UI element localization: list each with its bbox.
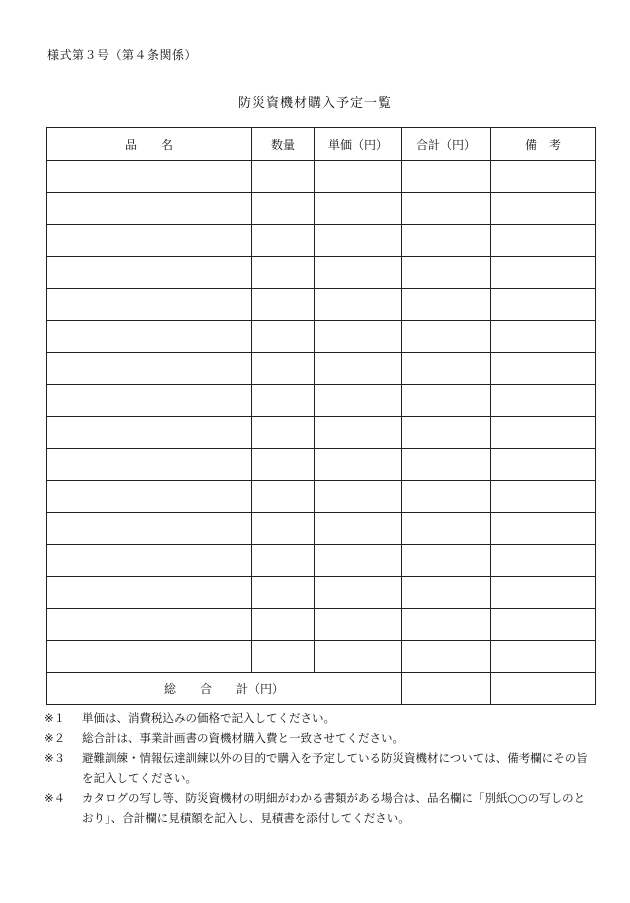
table-row [47, 609, 596, 641]
header-item-name: 品 名 [47, 128, 252, 161]
subtotal-cell[interactable] [402, 577, 491, 609]
remarks-cell[interactable] [491, 417, 596, 449]
subtotal-cell[interactable] [402, 385, 491, 417]
quantity-cell[interactable] [252, 161, 315, 193]
grand-total-remarks-cell[interactable] [491, 673, 596, 705]
note-text: 総合計は、事業計画書の資機材購入費と一致させてください。 [82, 731, 404, 745]
purchase-plan-table [46, 127, 596, 705]
quantity-cell[interactable] [252, 449, 315, 481]
subtotal-cell[interactable] [402, 289, 491, 321]
remarks-cell[interactable] [491, 193, 596, 225]
subtotal-cell[interactable] [402, 609, 491, 641]
subtotal-cell[interactable] [402, 257, 491, 289]
unit-price-cell[interactable] [315, 577, 402, 609]
table-row [47, 321, 596, 353]
item-name-cell[interactable] [47, 225, 252, 257]
table-row [47, 225, 596, 257]
remarks-cell[interactable] [491, 289, 596, 321]
unit-price-cell[interactable] [315, 513, 402, 545]
subtotal-cell[interactable] [402, 641, 491, 673]
document-title: 防災資機材購入予定一覧 [237, 96, 392, 111]
note-mark: ※１ [44, 711, 66, 725]
unit-price-cell[interactable] [315, 289, 402, 321]
quantity-cell[interactable] [252, 513, 315, 545]
item-name-cell[interactable] [47, 193, 252, 225]
table-row [47, 577, 596, 609]
form-number: 様式第３号（第４条関係） [47, 48, 198, 62]
subtotal-cell[interactable] [402, 481, 491, 513]
note-text: 単価は、消費税込みの価格で記入してください。 [82, 711, 335, 725]
grand-total-row [47, 673, 596, 705]
table-row [47, 641, 596, 673]
quantity-cell[interactable] [252, 577, 315, 609]
unit-price-cell[interactable] [315, 481, 402, 513]
subtotal-cell[interactable] [402, 545, 491, 577]
header-remarks: 備 考 [491, 128, 596, 161]
table-header-row [47, 128, 596, 161]
remarks-cell[interactable] [491, 449, 596, 481]
remarks-cell[interactable] [491, 385, 596, 417]
item-name-cell[interactable] [47, 161, 252, 193]
notes-section [44, 708, 594, 828]
subtotal-cell[interactable] [402, 513, 491, 545]
grand-total-label: 総 合 計（円） [47, 673, 402, 705]
note-3 [44, 748, 594, 788]
item-name-cell[interactable] [47, 449, 252, 481]
item-name-cell[interactable] [47, 353, 252, 385]
subtotal-cell[interactable] [402, 449, 491, 481]
table-row [47, 417, 596, 449]
quantity-cell[interactable] [252, 385, 315, 417]
quantity-cell[interactable] [252, 353, 315, 385]
note-mark: ※４ [44, 791, 66, 805]
table-row [47, 385, 596, 417]
header-quantity: 数量 [252, 128, 315, 161]
remarks-cell[interactable] [491, 545, 596, 577]
table-row [47, 193, 596, 225]
quantity-cell[interactable] [252, 321, 315, 353]
table-body [47, 161, 596, 673]
item-name-cell[interactable] [47, 321, 252, 353]
note-text: 避難訓練・情報伝達訓練以外の目的で購入を予定している防災資機材については、備考欄にその旨を記入してください。 [82, 751, 588, 785]
header-unit-price: 単価（円） [315, 128, 402, 161]
item-name-cell[interactable] [47, 481, 252, 513]
unit-price-cell[interactable] [315, 545, 402, 577]
unit-price-cell[interactable] [315, 641, 402, 673]
table-row [47, 449, 596, 481]
subtotal-cell[interactable] [402, 225, 491, 257]
subtotal-cell[interactable] [402, 193, 491, 225]
unit-price-cell[interactable] [315, 161, 402, 193]
remarks-cell[interactable] [491, 513, 596, 545]
note-mark: ※２ [44, 731, 66, 745]
item-name-cell[interactable] [47, 641, 252, 673]
subtotal-cell[interactable] [402, 161, 491, 193]
note-mark: ※３ [44, 751, 66, 765]
item-name-cell[interactable] [47, 417, 252, 449]
unit-price-cell[interactable] [315, 225, 402, 257]
item-name-cell[interactable] [47, 609, 252, 641]
header-subtotal: 合計（円） [402, 128, 491, 161]
table-row [47, 513, 596, 545]
quantity-cell[interactable] [252, 289, 315, 321]
unit-price-cell[interactable] [315, 257, 402, 289]
remarks-cell[interactable] [491, 481, 596, 513]
unit-price-cell[interactable] [315, 417, 402, 449]
item-name-cell[interactable] [47, 577, 252, 609]
table-row [47, 161, 596, 193]
table-row [47, 257, 596, 289]
remarks-cell[interactable] [491, 161, 596, 193]
unit-price-cell[interactable] [315, 321, 402, 353]
table-row [47, 481, 596, 513]
remarks-cell[interactable] [491, 257, 596, 289]
note-4 [44, 788, 594, 828]
remarks-cell[interactable] [491, 609, 596, 641]
unit-price-cell[interactable] [315, 353, 402, 385]
remarks-cell[interactable] [491, 225, 596, 257]
quantity-cell[interactable] [252, 641, 315, 673]
item-name-cell[interactable] [47, 289, 252, 321]
subtotal-cell[interactable] [402, 353, 491, 385]
quantity-cell[interactable] [252, 481, 315, 513]
unit-price-cell[interactable] [315, 609, 402, 641]
quantity-cell[interactable] [252, 609, 315, 641]
quantity-cell[interactable] [252, 225, 315, 257]
quantity-cell[interactable] [252, 545, 315, 577]
remarks-cell[interactable] [491, 641, 596, 673]
subtotal-cell[interactable] [402, 417, 491, 449]
unit-price-cell[interactable] [315, 449, 402, 481]
note-text: カタログの写し等、防災資機材の明細がわかる書類がある場合は、品名欄に「別紙○○の写しのとおり」、合計欄に見積額を記入し、見積書を添付してください。 [82, 791, 586, 825]
quantity-cell[interactable] [252, 417, 315, 449]
note-1 [44, 708, 594, 728]
subtotal-cell[interactable] [402, 321, 491, 353]
note-2 [44, 728, 594, 748]
table-row [47, 545, 596, 577]
remarks-cell[interactable] [491, 577, 596, 609]
unit-price-cell[interactable] [315, 193, 402, 225]
remarks-cell[interactable] [491, 321, 596, 353]
grand-total-amount-cell[interactable] [402, 673, 491, 705]
table-row [47, 289, 596, 321]
quantity-cell[interactable] [252, 257, 315, 289]
table-row [47, 353, 596, 385]
item-name-cell[interactable] [47, 513, 252, 545]
item-name-cell[interactable] [47, 385, 252, 417]
item-name-cell[interactable] [47, 545, 252, 577]
quantity-cell[interactable] [252, 193, 315, 225]
remarks-cell[interactable] [491, 353, 596, 385]
unit-price-cell[interactable] [315, 385, 402, 417]
item-name-cell[interactable] [47, 257, 252, 289]
